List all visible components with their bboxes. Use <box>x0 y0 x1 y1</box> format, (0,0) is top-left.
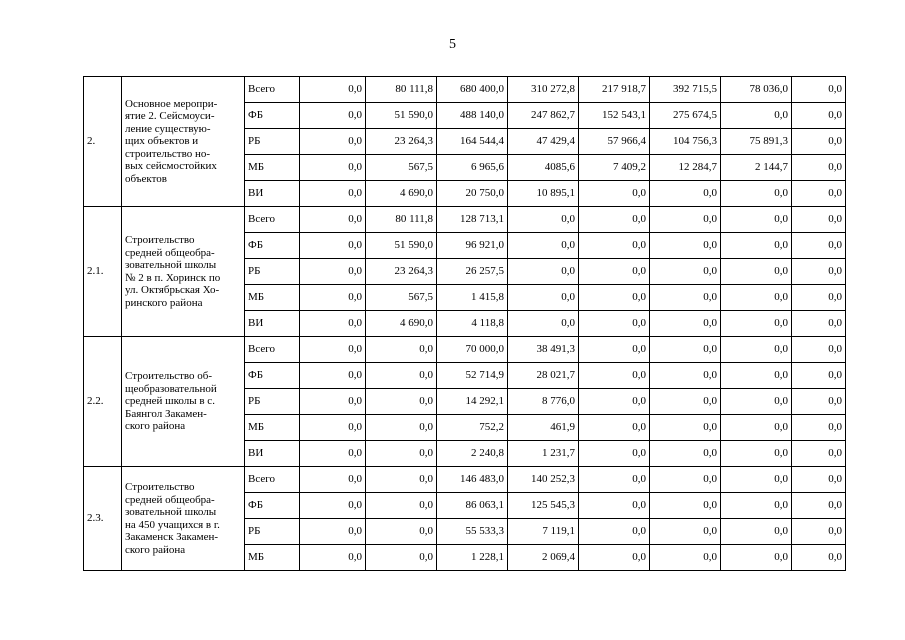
amount-cell: 0,0 <box>650 233 721 259</box>
amount-cell: 0,0 <box>721 207 792 233</box>
amount-cell: 1 228,1 <box>437 545 508 571</box>
funding-source: Всего <box>245 207 300 233</box>
amount-cell: 28 021,7 <box>508 363 579 389</box>
item-name-line: Строительство <box>125 481 195 493</box>
amount-cell: 0,0 <box>300 233 366 259</box>
amount-cell: 0,0 <box>366 441 437 467</box>
amount-cell: 1 415,8 <box>437 285 508 311</box>
amount-cell: 0,0 <box>650 493 721 519</box>
amount-cell: 0,0 <box>650 467 721 493</box>
amount-cell: 7 409,2 <box>579 155 650 181</box>
amount-cell: 0,0 <box>300 337 366 363</box>
amount-cell: 0,0 <box>721 337 792 363</box>
table-row <box>84 467 846 493</box>
item-name <box>122 77 245 207</box>
funding-source: ФБ <box>245 233 300 259</box>
amount-cell: 567,5 <box>366 285 437 311</box>
item-number: 2.2. <box>84 337 122 467</box>
item-name-line: Основное меропри- <box>125 97 218 110</box>
amount-cell: 0,0 <box>721 311 792 337</box>
amount-cell: 0,0 <box>300 493 366 519</box>
item-name-line: щеобразовательной <box>125 382 217 395</box>
amount-cell: 0,0 <box>650 285 721 311</box>
amount-cell: 0,0 <box>721 181 792 207</box>
amount-cell: 23 264,3 <box>366 129 437 155</box>
amount-cell: 0,0 <box>579 311 650 337</box>
amount-cell: 0,0 <box>792 259 846 285</box>
amount-cell: 310 272,8 <box>508 77 579 103</box>
item-number: 2.3. <box>84 467 122 571</box>
amount-cell: 23 264,3 <box>366 259 437 285</box>
funding-source: Всего <box>245 467 300 493</box>
amount-cell: 0,0 <box>650 389 721 415</box>
amount-cell: 47 429,4 <box>508 129 579 155</box>
amount-cell: 12 284,7 <box>650 155 721 181</box>
item-name-line: объектов <box>125 172 167 185</box>
amount-cell: 0,0 <box>579 467 650 493</box>
item-name-line: ление существую- <box>125 122 211 135</box>
funding-source: ФБ <box>245 103 300 129</box>
amount-cell: 0,0 <box>579 493 650 519</box>
funding-source: МБ <box>245 155 300 181</box>
amount-cell: 70 000,0 <box>437 337 508 363</box>
amount-cell: 0,0 <box>366 493 437 519</box>
item-name <box>122 337 245 467</box>
amount-cell: 0,0 <box>650 363 721 389</box>
amount-cell: 0,0 <box>300 441 366 467</box>
item-name-line: ринского района <box>125 296 203 309</box>
amount-cell: 0,0 <box>721 467 792 493</box>
funding-source: ВИ <box>245 181 300 207</box>
amount-cell: 0,0 <box>792 545 846 571</box>
amount-cell: 275 674,5 <box>650 103 721 129</box>
amount-cell: 14 292,1 <box>437 389 508 415</box>
financing-table <box>83 76 846 571</box>
amount-cell: 0,0 <box>650 259 721 285</box>
amount-cell: 0,0 <box>792 389 846 415</box>
funding-source: РБ <box>245 389 300 415</box>
item-name-line: зовательной школы <box>125 259 217 271</box>
amount-cell: 0,0 <box>721 519 792 545</box>
amount-cell: 86 063,1 <box>437 493 508 519</box>
item-name-line: средней общеобра- <box>125 493 215 506</box>
amount-cell: 0,0 <box>579 545 650 571</box>
item-name <box>122 467 245 571</box>
funding-source: МБ <box>245 285 300 311</box>
amount-cell: 96 921,0 <box>437 233 508 259</box>
amount-cell: 0,0 <box>579 207 650 233</box>
amount-cell: 0,0 <box>300 363 366 389</box>
amount-cell: 752,2 <box>437 415 508 441</box>
amount-cell: 0,0 <box>300 311 366 337</box>
amount-cell: 1 231,7 <box>508 441 579 467</box>
item-name-line: Баянгол Закамен- <box>125 407 207 420</box>
item-name-line: средней общеобра- <box>125 246 215 259</box>
amount-cell: 567,5 <box>366 155 437 181</box>
amount-cell: 0,0 <box>579 233 650 259</box>
amount-cell: 75 891,3 <box>721 129 792 155</box>
amount-cell: 2 144,7 <box>721 155 792 181</box>
amount-cell: 0,0 <box>792 337 846 363</box>
item-name-line: ского района <box>125 420 186 433</box>
amount-cell: 0,0 <box>792 467 846 493</box>
amount-cell: 0,0 <box>366 363 437 389</box>
amount-cell: 80 111,8 <box>366 77 437 103</box>
item-number: 2. <box>84 77 122 207</box>
amount-cell: 55 533,3 <box>437 519 508 545</box>
amount-cell: 0,0 <box>721 103 792 129</box>
funding-source: Всего <box>245 337 300 363</box>
item-name-line: ул. Октябрьская Хо- <box>125 284 220 296</box>
funding-source: РБ <box>245 129 300 155</box>
item-name-line: средней школы в с. <box>125 395 215 408</box>
item-name-line: ятие 2. Сейсмоуси- <box>125 110 215 123</box>
amount-cell: 0,0 <box>300 155 366 181</box>
amount-cell: 0,0 <box>792 415 846 441</box>
amount-cell: 0,0 <box>792 311 846 337</box>
amount-cell: 247 862,7 <box>508 103 579 129</box>
amount-cell: 0,0 <box>508 259 579 285</box>
amount-cell: 0,0 <box>366 545 437 571</box>
amount-cell: 6 965,6 <box>437 155 508 181</box>
amount-cell: 152 543,1 <box>579 103 650 129</box>
item-name-line: Закаменск Закамен- <box>125 531 219 543</box>
amount-cell: 461,9 <box>508 415 579 441</box>
amount-cell: 0,0 <box>792 493 846 519</box>
amount-cell: 78 036,0 <box>721 77 792 103</box>
amount-cell: 0,0 <box>508 311 579 337</box>
amount-cell: 0,0 <box>579 363 650 389</box>
amount-cell: 146 483,0 <box>437 467 508 493</box>
amount-cell: 0,0 <box>579 441 650 467</box>
amount-cell: 488 140,0 <box>437 103 508 129</box>
amount-cell: 0,0 <box>579 519 650 545</box>
amount-cell: 0,0 <box>508 207 579 233</box>
amount-cell: 0,0 <box>366 337 437 363</box>
amount-cell: 4 690,0 <box>366 181 437 207</box>
item-name <box>122 207 245 337</box>
amount-cell: 51 590,0 <box>366 233 437 259</box>
amount-cell: 0,0 <box>792 77 846 103</box>
amount-cell: 140 252,3 <box>508 467 579 493</box>
amount-cell: 0,0 <box>366 415 437 441</box>
amount-cell: 217 918,7 <box>579 77 650 103</box>
amount-cell: 57 966,4 <box>579 129 650 155</box>
amount-cell: 0,0 <box>721 389 792 415</box>
amount-cell: 0,0 <box>650 181 721 207</box>
amount-cell: 128 713,1 <box>437 207 508 233</box>
funding-source: МБ <box>245 415 300 441</box>
item-name-line: Строительство об- <box>125 370 213 383</box>
amount-cell: 0,0 <box>300 389 366 415</box>
amount-cell: 0,0 <box>721 285 792 311</box>
table-row <box>84 207 846 233</box>
amount-cell: 38 491,3 <box>508 337 579 363</box>
amount-cell: 51 590,0 <box>366 103 437 129</box>
amount-cell: 0,0 <box>792 519 846 545</box>
item-name-line: № 2 в п. Хоринск по <box>125 271 221 284</box>
amount-cell: 0,0 <box>508 285 579 311</box>
amount-cell: 0,0 <box>792 363 846 389</box>
funding-source: ФБ <box>245 493 300 519</box>
amount-cell: 0,0 <box>579 285 650 311</box>
amount-cell: 8 776,0 <box>508 389 579 415</box>
amount-cell: 0,0 <box>721 415 792 441</box>
amount-cell: 7 119,1 <box>508 519 579 545</box>
amount-cell: 0,0 <box>792 155 846 181</box>
funding-source: ВИ <box>245 441 300 467</box>
amount-cell: 0,0 <box>650 207 721 233</box>
funding-source: Всего <box>245 77 300 103</box>
amount-cell: 0,0 <box>300 285 366 311</box>
amount-cell: 0,0 <box>721 545 792 571</box>
amount-cell: 0,0 <box>300 181 366 207</box>
item-name-line: строительство но- <box>125 147 211 160</box>
amount-cell: 0,0 <box>366 467 437 493</box>
amount-cell: 0,0 <box>650 415 721 441</box>
amount-cell: 0,0 <box>300 77 366 103</box>
amount-cell: 104 756,3 <box>650 129 721 155</box>
amount-cell: 0,0 <box>300 259 366 285</box>
amount-cell: 0,0 <box>300 467 366 493</box>
funding-source: ФБ <box>245 363 300 389</box>
amount-cell: 0,0 <box>792 181 846 207</box>
amount-cell: 125 545,3 <box>508 493 579 519</box>
item-name-line: ского района <box>125 543 186 556</box>
amount-cell: 0,0 <box>366 389 437 415</box>
funding-source: РБ <box>245 519 300 545</box>
amount-cell: 0,0 <box>579 181 650 207</box>
amount-cell: 52 714,9 <box>437 363 508 389</box>
amount-cell: 4085,6 <box>508 155 579 181</box>
table-row <box>84 337 846 363</box>
item-name-line: зовательной школы <box>125 506 217 518</box>
amount-cell: 0,0 <box>721 493 792 519</box>
amount-cell: 0,0 <box>508 233 579 259</box>
amount-cell: 4 690,0 <box>366 311 437 337</box>
amount-cell: 0,0 <box>792 233 846 259</box>
amount-cell: 0,0 <box>650 545 721 571</box>
amount-cell: 0,0 <box>792 441 846 467</box>
amount-cell: 0,0 <box>300 545 366 571</box>
amount-cell: 0,0 <box>792 285 846 311</box>
amount-cell: 0,0 <box>721 233 792 259</box>
amount-cell: 0,0 <box>792 129 846 155</box>
amount-cell: 0,0 <box>792 207 846 233</box>
amount-cell: 0,0 <box>721 441 792 467</box>
funding-source: ВИ <box>245 311 300 337</box>
table-row <box>84 77 846 103</box>
amount-cell: 20 750,0 <box>437 181 508 207</box>
amount-cell: 0,0 <box>721 363 792 389</box>
item-name-line: на 450 учащихся в г. <box>125 518 220 531</box>
amount-cell: 0,0 <box>300 207 366 233</box>
amount-cell: 2 069,4 <box>508 545 579 571</box>
amount-cell: 680 400,0 <box>437 77 508 103</box>
item-name-line: щих объектов и <box>125 135 199 148</box>
amount-cell: 10 895,1 <box>508 181 579 207</box>
item-number: 2.1. <box>84 207 122 337</box>
amount-cell: 0,0 <box>721 259 792 285</box>
amount-cell: 0,0 <box>650 337 721 363</box>
amount-cell: 392 715,5 <box>650 77 721 103</box>
page-number: 5 <box>449 37 456 52</box>
amount-cell: 2 240,8 <box>437 441 508 467</box>
funding-source: МБ <box>245 545 300 571</box>
amount-cell: 0,0 <box>366 519 437 545</box>
amount-cell: 0,0 <box>792 103 846 129</box>
item-name-line: Строительство <box>125 234 195 246</box>
amount-cell: 0,0 <box>300 519 366 545</box>
amount-cell: 0,0 <box>300 129 366 155</box>
amount-cell: 0,0 <box>579 389 650 415</box>
amount-cell: 0,0 <box>650 519 721 545</box>
amount-cell: 26 257,5 <box>437 259 508 285</box>
amount-cell: 0,0 <box>579 415 650 441</box>
amount-cell: 164 544,4 <box>437 129 508 155</box>
amount-cell: 0,0 <box>300 103 366 129</box>
funding-source: РБ <box>245 259 300 285</box>
amount-cell: 0,0 <box>579 337 650 363</box>
amount-cell: 80 111,8 <box>366 207 437 233</box>
amount-cell: 4 118,8 <box>437 311 508 337</box>
amount-cell: 0,0 <box>300 415 366 441</box>
amount-cell: 0,0 <box>579 259 650 285</box>
item-name-line: вых сейсмостойких <box>125 160 217 173</box>
amount-cell: 0,0 <box>650 311 721 337</box>
amount-cell: 0,0 <box>650 441 721 467</box>
